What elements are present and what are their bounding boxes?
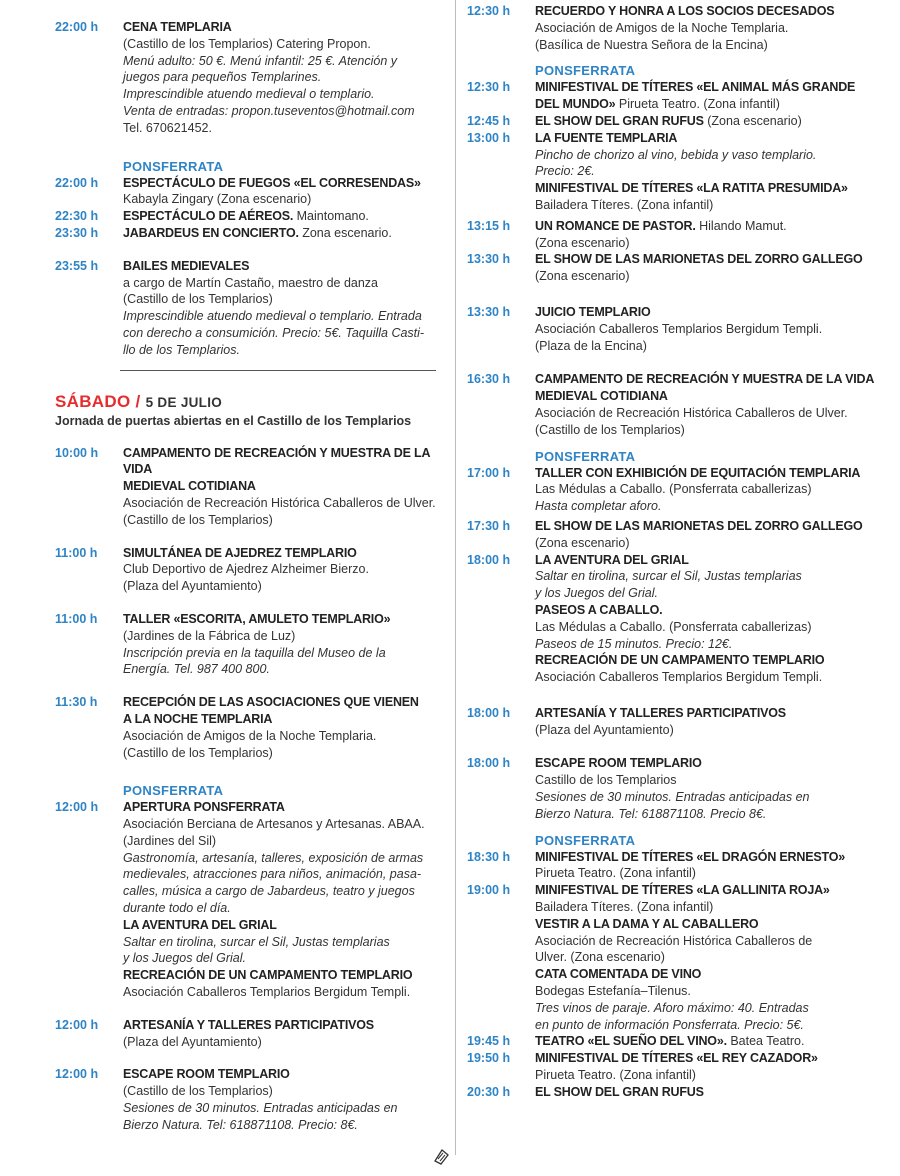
event-detail: (Zona escenario) (703, 113, 802, 128)
event-time: 10:00 h (55, 445, 99, 460)
event-detail: Las Médulas a Caballo. (Ponsferrata caballerizas) (535, 482, 812, 497)
event-subtitle: CATA COMENTADA DE VINO (535, 967, 702, 982)
event-escape-room (55, 1066, 440, 1133)
event-location: (Castillo de los Templarios) (123, 512, 273, 527)
event-note: medievales, atracciones para niños, animación, pasa- (123, 867, 422, 882)
event-note: Paseos de 15 minutos. Precio: 12€. (535, 636, 733, 651)
event-sueno-vino (467, 1033, 887, 1050)
event-title: JUICIO TEMPLARIO (535, 304, 651, 319)
event-detail: Asociación de Recreación Histórica Caballeros de Ulver. (535, 405, 848, 420)
event-location: (Basílica de Nuestra Señora de la Encina) (535, 37, 768, 52)
event-location: (Jardines del Sil) (123, 833, 217, 848)
event-time: 22:00 h (55, 20, 99, 34)
event-time: 12:00 h (55, 800, 99, 815)
event-detail: Pirueta Teatro. (Zona infantil) (535, 1068, 696, 1083)
event-time: 13:30 h (467, 252, 511, 267)
event-aventura-grial (467, 552, 887, 686)
day-slash: / (130, 391, 146, 411)
event-time: 13:00 h (467, 130, 511, 145)
event-time: 17:30 h (467, 518, 511, 533)
event-note: Saltar en tirolina, surcar el Sil, Justas templarias (123, 934, 390, 949)
event-time: 12:30 h (467, 4, 511, 18)
event-title: LA FUENTE TEMPLARIA (535, 130, 678, 145)
event-time: 12:45 h (467, 113, 511, 128)
page-turn-icon (432, 1146, 452, 1166)
event-detail: Bailadera Títeres. (Zona infantil) (535, 900, 714, 915)
city-heading: PONSFERRATA (123, 783, 224, 799)
city-heading: PONSFERRATA (535, 832, 636, 848)
left-column (55, 0, 440, 1134)
event-title: ESPECTÁCULO DE FUEGOS «EL CORRESENDAS» (123, 175, 421, 190)
event-title: ARTESANÍA Y TALLERES PARTICIPATIVOS (535, 705, 786, 720)
event-detail: Asociación de Recreación Histórica Caballeros de (535, 933, 813, 948)
event-bailes (55, 258, 440, 359)
event-marionetas (467, 518, 887, 552)
event-time: 17:00 h (467, 465, 511, 480)
event-fuegos (55, 175, 440, 209)
event-subtitle: RECREACIÓN DE UN CAMPAMENTO TEMPLARIO (123, 968, 413, 983)
event-detail: Pirueta Teatro. (Zona infantil) (535, 866, 696, 881)
event-title: CENA TEMPLARIA (123, 20, 232, 34)
event-detail: Asociación de Recreación Histórica Caballeros de Ulver. (123, 495, 436, 510)
event-detail: a cargo de Martín Castaño, maestro de danza (123, 275, 379, 290)
event-time: 18:00 h (467, 552, 511, 567)
event-detail: Las Médulas a Caballo. (Ponsferrata caballerizas) (535, 619, 812, 634)
event-title: TEATRO «EL SUEÑO DEL VINO». (535, 1034, 727, 1049)
event-note: Energía. Tel. 987 400 800. (123, 662, 270, 677)
event-cena-templaria (55, 19, 440, 137)
event-recuerdo (467, 3, 887, 53)
event-note: Sesiones de 30 minutos. Entradas anticipadas en (535, 790, 810, 805)
event-note: Imprescindible atuendo medieval o templario. (123, 87, 375, 102)
column-divider (455, 0, 456, 1155)
event-title: RECEPCIÓN DE LAS ASOCIACIONES QUE VIENEN (123, 695, 419, 710)
event-subtitle: PASEOS A CABALLO. (535, 602, 663, 617)
day-subtitle: Jornada de puertas abiertas en el Castillo de los Templarios (55, 413, 412, 428)
event-title: ESPECTÁCULO DE AÉREOS. (123, 209, 294, 224)
event-location: (Castillo de los Templarios) (535, 422, 685, 437)
event-aereos (55, 208, 440, 225)
event-apertura (55, 799, 440, 1001)
event-escape-room (467, 755, 887, 822)
day-heading (55, 392, 440, 413)
event-title: CAMPAMENTO DE RECREACIÓN Y MUESTRA DE LA VIDA (123, 445, 430, 477)
event-time: 18:30 h (467, 849, 511, 864)
event-subtitle: VESTIR A LA DAMA Y AL CABALLERO (535, 916, 759, 931)
event-campamento (467, 371, 887, 438)
event-time: 12:00 h (55, 1067, 99, 1082)
event-title: MEDIEVAL COTIDIANA (535, 389, 668, 404)
event-title: LA AVENTURA DEL GRIAL (535, 552, 689, 567)
event-detail: Ulver. (Zona escenario) (535, 950, 665, 965)
event-title: APERTURA PONSFERRATA (123, 800, 285, 815)
event-dragon-ernesto (467, 849, 887, 883)
event-title: ARTESANÍA Y TALLERES PARTICIPATIVOS (123, 1017, 374, 1032)
event-location: (Zona escenario) (535, 235, 630, 250)
day-date: 5 DE JULIO (145, 394, 223, 410)
event-gallinita-roja (467, 882, 887, 1033)
event-recepcion (55, 694, 440, 761)
city-heading: PONSFERRATA (535, 448, 636, 464)
event-note: Menú adulto: 50 €. Menú infantil: 25 €. Atención y (123, 53, 398, 68)
event-time: 11:00 h (55, 611, 98, 626)
event-location: (Plaza del Ayuntamiento) (123, 1034, 262, 1049)
event-title: JABARDEUS EN CONCIERTO. (123, 225, 299, 240)
event-gran-rufus (467, 113, 887, 130)
event-detail: Asociación Caballeros Templarios Bergidum Templi. (535, 670, 823, 685)
city-heading: PONSFERRATA (535, 63, 636, 79)
event-title: EL SHOW DEL GRAN RUFUS (535, 113, 704, 128)
event-detail: Asociación de Amigos de la Noche Templaria. (123, 728, 377, 743)
event-ajedrez (55, 545, 440, 595)
event-detail: Hilando Mamut. (695, 218, 787, 233)
event-escorita (55, 611, 440, 678)
event-title: SIMULTÁNEA DE AJEDREZ TEMPLARIO (123, 545, 357, 560)
event-time: 13:15 h (467, 218, 511, 233)
event-note: Saltar en tirolina, surcar el Sil, Justas templarias (535, 569, 802, 584)
event-location: (Castillo de los Templarios) Catering Propon. (123, 36, 371, 51)
event-location: Kabayla Zingary (Zona escenario) (123, 192, 312, 207)
event-subtitle: MINIFESTIVAL DE TÍTERES «LA RATITA PRESUMIDA» (535, 181, 848, 196)
event-time: 22:30 h (55, 209, 99, 224)
event-location: (Plaza del Ayuntamiento) (123, 579, 262, 594)
event-fuente (467, 130, 887, 214)
event-location: (Plaza de la Encina) (535, 338, 647, 353)
event-artesania (467, 705, 887, 739)
event-title: MINIFESTIVAL DE TÍTERES «LA GALLINITA ROJA» (535, 883, 830, 898)
event-time: 18:00 h (467, 756, 511, 771)
event-location: (Zona escenario) (535, 535, 630, 550)
event-title: ESCAPE ROOM TEMPLARIO (535, 756, 702, 771)
event-subtitle: RECREACIÓN DE UN CAMPAMENTO TEMPLARIO (535, 653, 825, 668)
event-time: 16:30 h (467, 372, 511, 387)
event-detail: Asociación Caballeros Templarios Bergidum Templi. (535, 321, 823, 336)
event-title: EL SHOW DE LAS MARIONETAS DEL ZORRO GALLEGO (535, 252, 863, 267)
event-note: Hasta completar aforo. (535, 499, 662, 514)
right-column (467, 0, 887, 1101)
event-title: ESCAPE ROOM TEMPLARIO (123, 1067, 290, 1082)
event-note: Bierzo Natura. Tel: 618871108. Precio 8€. (535, 806, 767, 821)
event-jabardeus (55, 225, 440, 242)
event-note: Imprescindible atuendo medieval o templario. Entrada (123, 309, 422, 324)
event-note: Tres vinos de paraje. Aforo máximo: 40. Entradas (535, 1000, 809, 1015)
event-detail: Bodegas Estefanía–Tilenus. (535, 984, 691, 999)
event-time: 19:00 h (467, 883, 511, 898)
event-location: (Castillo de los Templarios) (123, 745, 273, 760)
event-detail: Asociación Caballeros Templarios Bergidum Templi. (123, 985, 411, 1000)
event-detail: Asociación Berciana de Artesanos y Artesanas. ABAA. (123, 817, 425, 832)
event-title: BAILES MEDIEVALES (123, 258, 250, 273)
event-title: MINIFESTIVAL DE TÍTERES «EL REY CAZADOR» (535, 1051, 818, 1066)
event-title: EL SHOW DEL GRAN RUFUS (535, 1084, 704, 1099)
event-time: 11:30 h (55, 695, 98, 710)
event-note: y los Juegos del Grial. (535, 586, 658, 601)
event-equitacion (467, 465, 887, 515)
event-title: TALLER «ESCORITA, AMULETO TEMPLARIO» (123, 611, 391, 626)
event-note: Pincho de chorizo al vino, bebida y vaso templario. (535, 147, 817, 162)
event-detail: Pirueta Teatro. (Zona infantil) (615, 97, 780, 112)
event-note: Sesiones de 30 minutos. Entradas anticipadas en (123, 1101, 398, 1116)
city-heading: PONSFERRATA (123, 158, 224, 174)
event-note: llo de los Templarios. (123, 342, 240, 357)
event-gran-rufus (467, 1084, 887, 1101)
event-title: RECUERDO Y HONRA A LOS SOCIOS DECESADOS (535, 4, 835, 18)
event-time: 23:30 h (55, 225, 99, 240)
event-note: durante todo el día. (123, 901, 231, 916)
event-location: (Zona escenario) (535, 269, 630, 284)
event-location: (Jardines de la Fábrica de Luz) (123, 628, 296, 643)
event-time: 12:00 h (55, 1017, 99, 1032)
event-title: CAMPAMENTO DE RECREACIÓN Y MUESTRA DE LA VIDA (535, 372, 875, 387)
event-note: Precio: 2€. (535, 164, 595, 179)
event-detail: Club Deportivo de Ajedrez Alzheimer Bierzo. (123, 562, 369, 577)
event-artesania (55, 1017, 440, 1051)
event-title: A LA NOCHE TEMPLARIA (123, 711, 273, 726)
event-note: juegos para pequeños Templarines. (123, 70, 322, 85)
event-note: Bierzo Natura. Tel: 618871108. Precio: 8€. (123, 1117, 358, 1132)
event-title: EL SHOW DE LAS MARIONETAS DEL ZORRO GALLEGO (535, 518, 863, 533)
event-marionetas (467, 251, 887, 285)
event-animal-grande (467, 79, 887, 113)
event-romance (467, 218, 887, 252)
event-time: 18:00 h (467, 705, 511, 720)
event-time: 19:45 h (467, 1034, 511, 1049)
event-time: 23:55 h (55, 258, 99, 273)
event-title: MEDIEVAL COTIDIANA (123, 479, 256, 494)
event-note: en punto de información Ponsferrata. Precio: 5€. (535, 1017, 804, 1032)
event-campamento (55, 445, 440, 529)
event-detail: Asociación de Amigos de la Noche Templaria. (535, 20, 789, 35)
event-time: 13:30 h (467, 304, 511, 319)
event-detail: Zona escenario. (298, 225, 392, 240)
day-name: SÁBADO (55, 391, 131, 411)
event-time: 19:50 h (467, 1051, 511, 1066)
event-location: Castillo de los Templarios (535, 773, 677, 788)
event-phone: Tel. 670621452. (123, 120, 212, 135)
event-rey-cazador (467, 1050, 887, 1084)
event-time: 12:30 h (467, 80, 511, 95)
event-detail: Maintomano. (293, 209, 369, 224)
event-note: Gastronomía, artesanía, talleres, exposición de armas (123, 850, 424, 865)
event-juicio (467, 304, 887, 354)
event-time: 11:00 h (55, 545, 98, 560)
event-detail: Batea Teatro. (726, 1034, 805, 1049)
event-note: con derecho a consumición. Precio: 5€. Taquilla Casti- (123, 325, 425, 340)
event-location: (Castillo de los Templarios) (123, 1084, 273, 1099)
event-detail: Bailadera Títeres. (Zona infantil) (535, 197, 714, 212)
event-title: UN ROMANCE DE PASTOR. (535, 218, 696, 233)
event-note: y los Juegos del Grial. (123, 951, 246, 966)
event-note: Inscripción previa en la taquilla del Museo de la (123, 645, 386, 660)
event-subtitle: LA AVENTURA DEL GRIAL (123, 917, 277, 932)
event-title: MINIFESTIVAL DE TÍTERES «EL ANIMAL MÁS GRANDE (535, 80, 856, 95)
event-note: calles, música a cargo de Jabardeus, teatro y juegos (123, 884, 415, 899)
event-time: 20:30 h (467, 1084, 511, 1099)
event-location: (Plaza del Ayuntamiento) (535, 722, 674, 737)
event-location: (Castillo de los Templarios) (123, 292, 273, 307)
event-title: TALLER CON EXHIBICIÓN DE EQUITACIÓN TEMPLARIA (535, 465, 861, 480)
event-time: 22:00 h (55, 175, 99, 190)
event-title: MINIFESTIVAL DE TÍTERES «EL DRAGÓN ERNESTO» (535, 849, 845, 864)
event-note: Venta de entradas: propon.tuseventos@hotmail.com (123, 103, 415, 118)
event-title: DEL MUNDO» (535, 97, 616, 112)
